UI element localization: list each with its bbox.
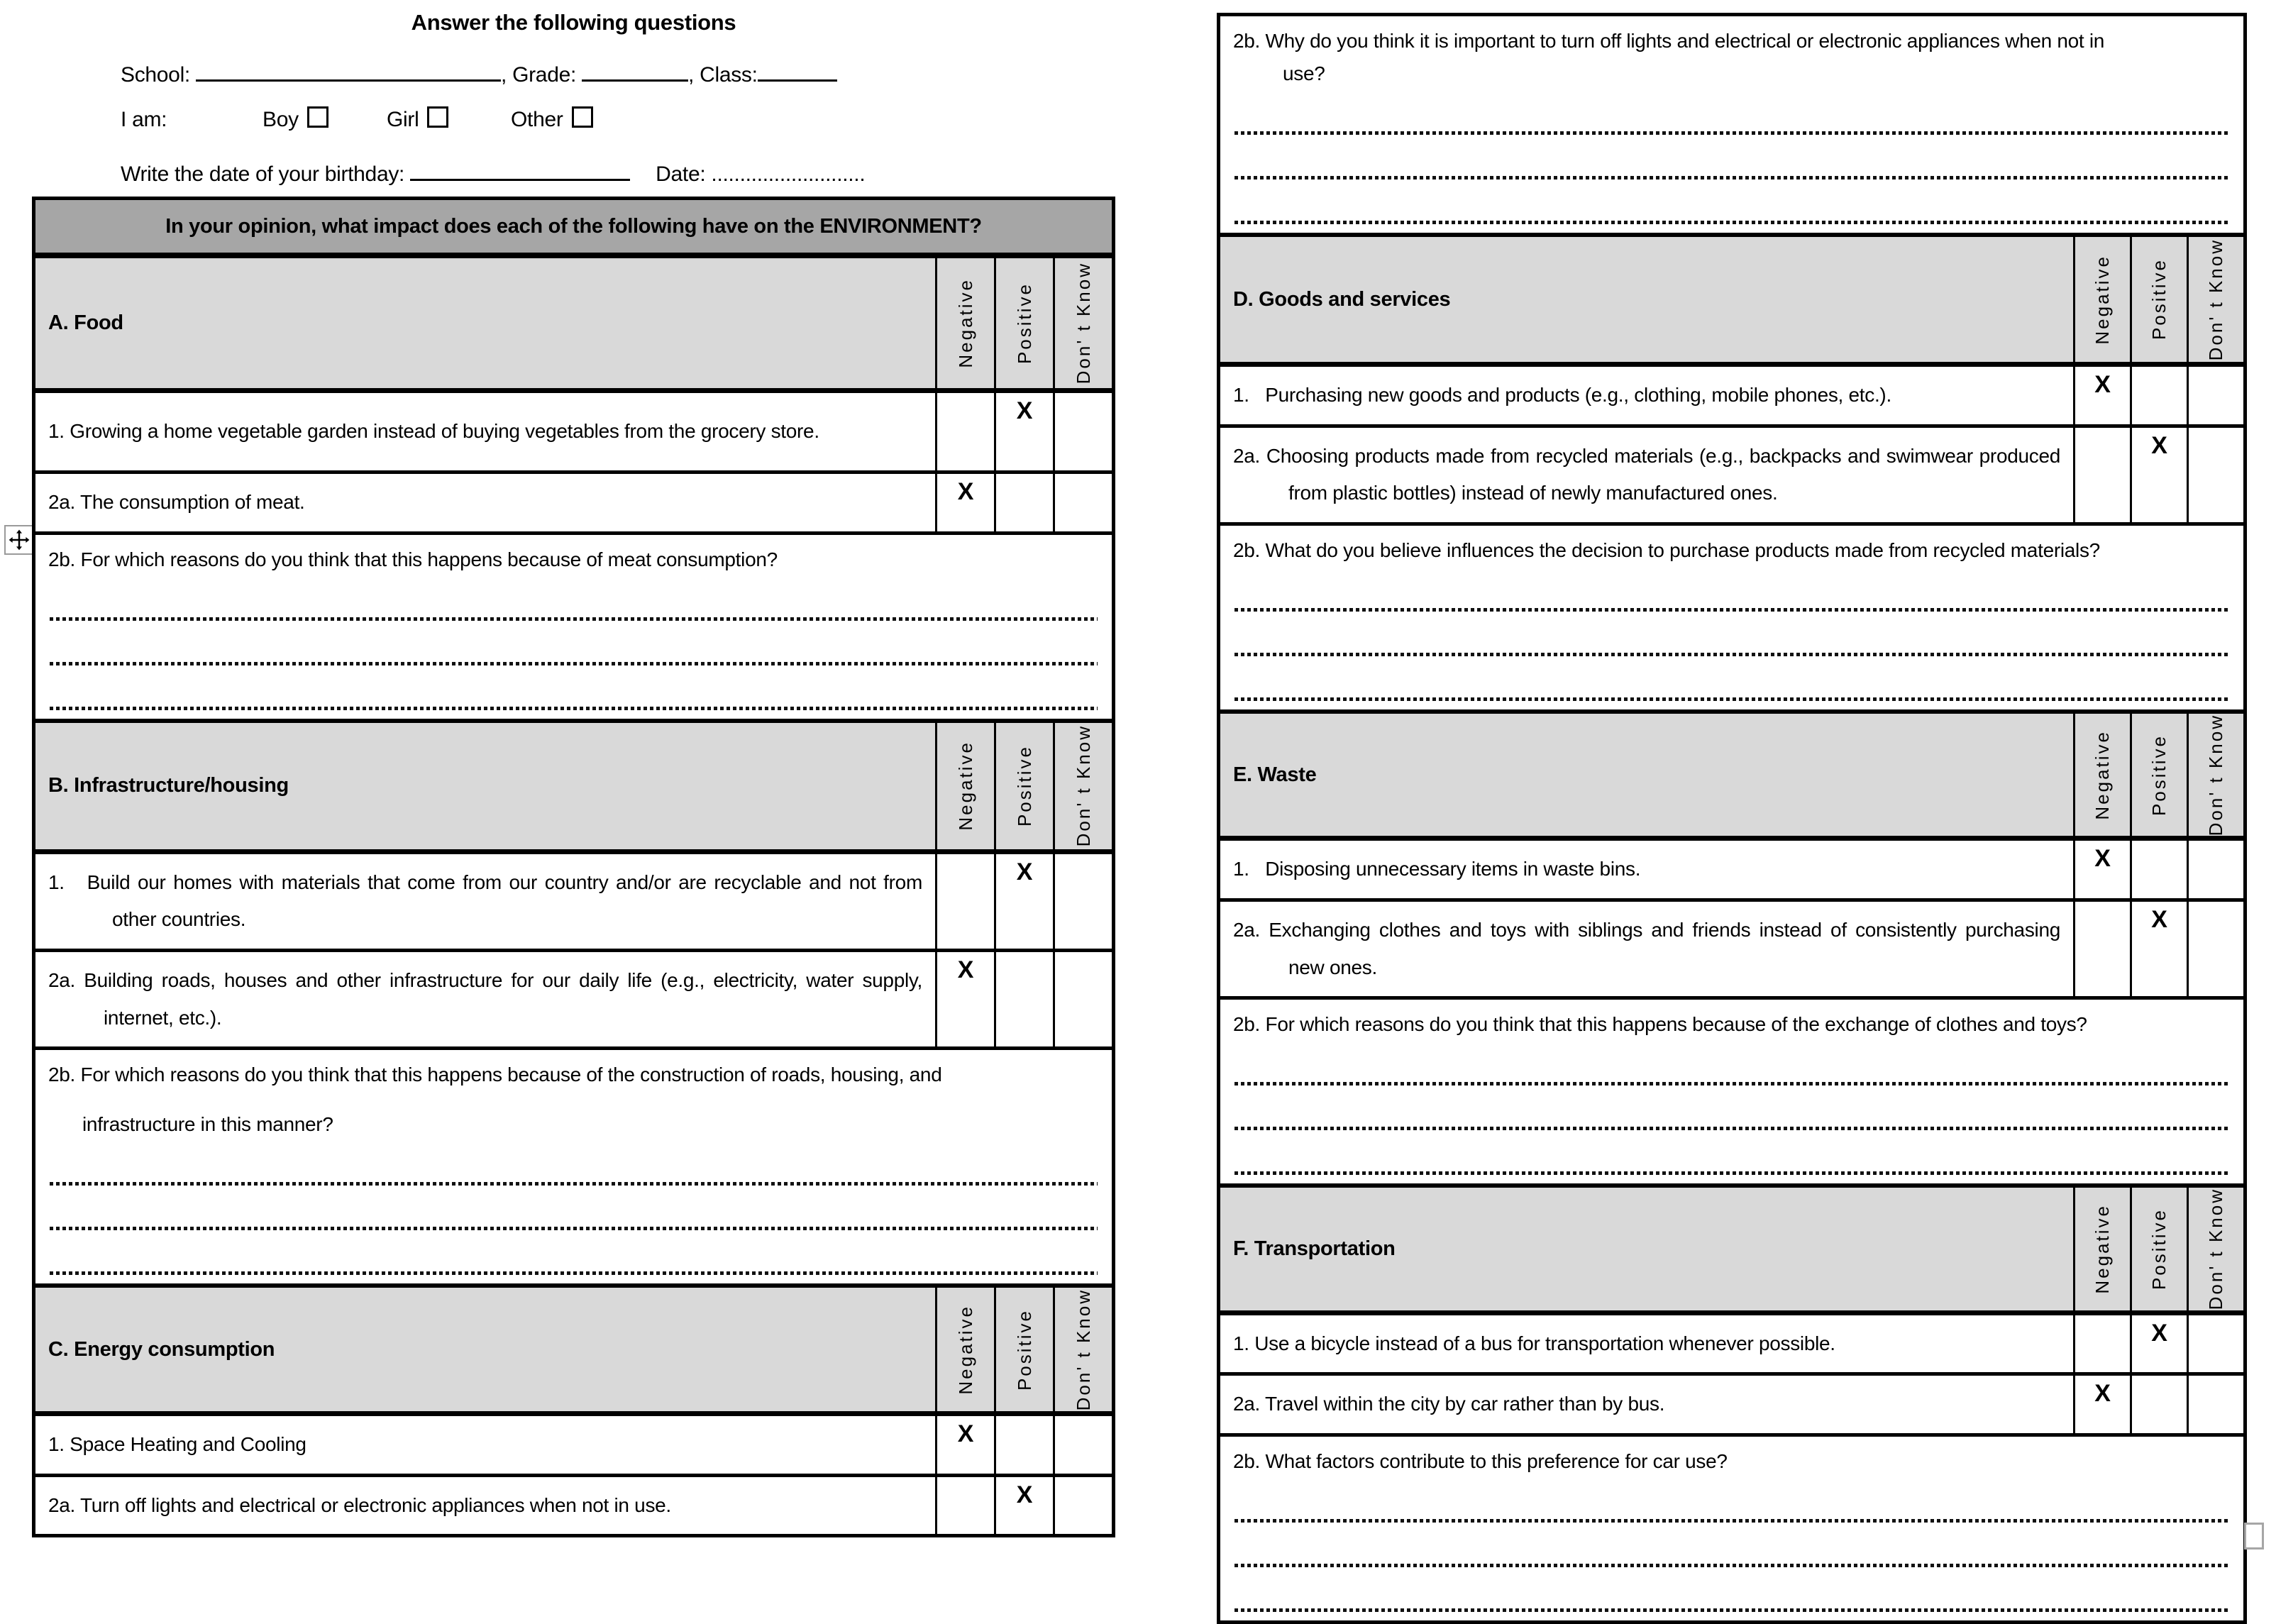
dontknow-cell[interactable] [1053,474,1112,531]
item-text: Growing a home vegetable garden instead of buying vegetables from the grocery store. [70,420,819,443]
date-dots-blank[interactable]: ........................... [711,162,866,186]
dontknow-header-cell [1053,258,1112,388]
grade-input-blank[interactable] [582,57,688,82]
dontknow-cell[interactable] [2187,841,2243,898]
table-move-handle[interactable] [4,525,34,555]
open-question: 2b. For which reasons do you think that this happens because of the construction of roads, housing, and [48,1064,942,1086]
section-header-infrastructure [35,719,1112,849]
answer-line[interactable] [50,707,1098,710]
dontknow-cell[interactable] [2187,367,2243,424]
dontknow-label: Don' t Know [1072,724,1094,847]
environment-table-right [1217,13,2247,1624]
dontknow-header-cell [2187,1188,2243,1310]
positive-header-cell [994,258,1053,388]
table-row [1220,362,2243,424]
answer-line[interactable] [1234,608,2229,612]
page-title: Answer the following questions [411,10,736,35]
boy-checkbox[interactable] [307,106,328,128]
negative-cell[interactable] [2073,428,2130,522]
x-mark: X [1016,858,1033,885]
negative-cell[interactable] [935,474,994,531]
negative-label: Negative [954,741,976,831]
negative-label: Negative [954,278,976,368]
item-text: Build our homes with materials that come from our country and/or are recyclable and not from other countries. [87,871,922,931]
open-question: 2b. For which reasons do you think that this happens because of the exchange of clothes and toys? [1233,1013,2087,1036]
negative-cell[interactable] [2073,1376,2130,1433]
x-mark: X [2151,431,2167,459]
section-header-goods [1220,233,2243,362]
dontknow-header-cell [1053,723,1112,849]
move-arrows-icon [9,529,30,551]
answer-line[interactable] [1234,221,2229,224]
school-input-blank[interactable] [196,57,501,82]
open-question-row [35,1046,1112,1283]
section-header-waste [1220,709,2243,836]
negative-header-cell [935,1288,994,1411]
item-text: The consumption of meat. [80,491,305,513]
item-text: Disposing unnecessary items in waste bins. [1265,858,1641,880]
open-question: 2b. Why do you think it is important to turn off lights and electrical or electronic appliances when not in [1233,30,2105,52]
section-title: B. Infrastructure/housing [48,774,289,797]
other-checkbox[interactable] [572,106,593,128]
section-title: F. Transportation [1233,1237,1396,1260]
negative-label: Negative [2092,1204,2113,1294]
dontknow-cell[interactable] [2187,1315,2243,1373]
item-text: Choosing products made from recycled materials (e.g., backpacks and swimwear produced from plastic bottles) instead of newly manufactured ones. [1266,444,2060,504]
answer-line[interactable] [1234,1608,2229,1612]
positive-cell[interactable] [994,854,1053,949]
negative-cell[interactable] [2073,902,2130,996]
open-question-row [35,531,1112,719]
negative-header-cell [2073,237,2130,362]
item-text: Space Heating and Cooling [70,1433,306,1456]
positive-header-cell [994,723,1053,849]
answer-line[interactable] [1234,1127,2229,1130]
positive-label: Positive [1013,282,1035,365]
positive-cell[interactable] [2130,902,2187,996]
class-input-blank[interactable] [758,57,837,82]
dontknow-cell[interactable] [2187,1376,2243,1433]
dontknow-cell[interactable] [1053,1416,1112,1474]
girl-checkbox[interactable] [427,106,448,128]
gender-option-boy: Boy [263,106,387,132]
dontknow-cell[interactable] [1053,1477,1112,1535]
item-number: 1. [1233,1332,1249,1354]
positive-label: Positive [1013,1308,1035,1391]
iam-label: I am: [121,108,167,131]
gender-option-other: Other [511,108,593,131]
table-row [1220,424,2243,522]
answer-line[interactable] [50,1227,1098,1230]
positive-cell[interactable] [2130,841,2187,898]
item-number: 2a. [1233,1393,1261,1415]
section-title: D. Goods and services [1233,287,1451,311]
dontknow-label: Don' t Know [1072,262,1094,385]
section-title: E. Waste [1233,763,1317,786]
scrollbar-fragment[interactable] [2244,1523,2264,1550]
section-title: A. Food [48,311,123,334]
left-column [32,0,1115,1537]
item-number: 1. [1233,858,1249,880]
dontknow-header-cell [1053,1288,1112,1411]
dontknow-cell[interactable] [1053,952,1112,1046]
positive-cell[interactable] [2130,1315,2187,1373]
positive-header-cell [2130,1188,2187,1310]
school-line [121,57,1115,85]
x-mark: X [2094,371,2111,398]
negative-cell[interactable] [935,1416,994,1474]
table-row [35,1474,1112,1535]
x-mark: X [957,1420,974,1448]
answer-line[interactable] [1234,1519,2229,1523]
table-row [1220,836,2243,898]
positive-cell[interactable] [2130,367,2187,424]
table-row [1220,1310,2243,1373]
item-text: Building roads, houses and other infrastructure for our daily life (e.g., electricity, water supply, internet, etc.). [84,968,922,1029]
environment-table-left [32,197,1115,1537]
negative-cell[interactable] [935,952,994,1046]
negative-header-cell [935,723,994,849]
dontknow-cell[interactable] [1053,854,1112,949]
x-mark: X [2151,905,2167,933]
item-number: 2a. [1233,918,1261,941]
table-row [35,470,1112,531]
x-mark: X [1016,397,1033,424]
right-column [1217,0,2247,1624]
answer-line[interactable] [1234,1171,2229,1175]
item-number: 1. [48,871,65,893]
negative-cell[interactable] [935,854,994,949]
negative-cell[interactable] [935,393,994,470]
gender-option-girl: Girl [387,106,511,132]
table-main-header-row [35,200,1112,253]
dontknow-cell[interactable] [1053,393,1112,470]
answer-line[interactable] [50,662,1098,665]
item-text: Purchasing new goods and products (e.g., clothing, mobile phones, etc.). [1265,384,1891,406]
class-label: , Class: [688,63,758,87]
item-text: Exchanging clothes and toys with siblings and friends instead of consistently purchasing new ones. [1269,918,2060,978]
birthday-label: Write the date of your birthday: [121,162,405,186]
positive-cell[interactable] [2130,428,2187,522]
item-number: 2a. [48,968,76,991]
answer-line[interactable] [50,1271,1098,1275]
x-mark: X [2094,845,2111,873]
table-row [35,388,1112,470]
negative-header-cell [2073,1188,2130,1310]
positive-label: Positive [2148,734,2170,816]
section-header-transportation [1220,1183,2243,1310]
answer-line[interactable] [50,1182,1098,1186]
open-question-continuation: infrastructure in this manner? [82,1113,333,1136]
item-number: 2a. [1233,444,1261,467]
birthday-line [121,156,1115,184]
section-title: C. Energy consumption [48,1337,275,1361]
answer-line[interactable] [1234,131,2229,135]
dontknow-header-cell [2187,714,2243,836]
section-header-food [35,253,1112,388]
table-row [35,1411,1112,1474]
dontknow-cell[interactable] [2187,902,2243,996]
table-row [35,949,1112,1046]
positive-header-cell [994,1288,1053,1411]
gender-line [121,106,1115,135]
negative-cell[interactable] [2073,1315,2130,1373]
table-main-header: In your opinion, what impact does each of the following have on the ENVIRONMENT? [35,200,1112,253]
positive-cell[interactable] [994,1477,1053,1535]
item-number: 1. [48,420,65,443]
positive-cell[interactable] [2130,1376,2187,1433]
positive-label: Positive [2148,1208,2170,1290]
open-question-row [1220,16,2243,233]
dontknow-header-cell [2187,237,2243,362]
open-question: 2b. For which reasons do you think that this happens because of meat consumption? [48,548,778,570]
open-question-row [1220,1433,2243,1620]
positive-label: Positive [1013,745,1035,827]
item-text: Travel within the city by car rather than by bus. [1265,1393,1665,1415]
answer-line[interactable] [1234,653,2229,656]
negative-header-cell [935,258,994,388]
dontknow-label: Don' t Know [2205,238,2226,361]
x-mark: X [957,956,974,983]
grade-label: , Grade: [501,63,576,87]
item-text: Turn off lights and electrical or electronic appliances when not in use. [80,1493,671,1516]
open-question-continuation: use? [1283,62,1325,84]
section-header-energy [35,1283,1112,1411]
birthday-input-blank[interactable] [410,156,630,181]
answer-line[interactable] [1234,1082,2229,1086]
date-label: Date: [656,162,706,186]
dontknow-label: Don' t Know [2205,1188,2226,1310]
negative-header-cell [2073,714,2130,836]
item-number: 2a. [48,491,76,513]
x-mark: X [1016,1481,1033,1508]
positive-cell[interactable] [994,1416,1053,1474]
answer-line[interactable] [1234,697,2229,701]
item-number: 2a. [48,1493,76,1516]
positive-header-cell [2130,714,2187,836]
negative-label: Negative [954,1304,976,1395]
negative-cell[interactable] [2073,841,2130,898]
item-text: Use a bicycle instead of a bus for transportation whenever possible. [1254,1332,1835,1354]
positive-label: Positive [2148,258,2170,341]
positive-cell[interactable] [994,474,1053,531]
open-question-row [1220,996,2243,1183]
positive-cell[interactable] [994,952,1053,1046]
negative-cell[interactable] [2073,367,2130,424]
table-row [35,849,1112,949]
dontknow-cell[interactable] [2187,428,2243,522]
table-row [1220,1372,2243,1433]
dontknow-label: Don' t Know [2205,713,2226,836]
x-mark: X [2094,1380,2111,1408]
positive-cell[interactable] [994,393,1053,470]
item-number: 1. [1233,384,1249,406]
negative-label: Negative [2092,254,2113,345]
open-question-row [1220,522,2243,709]
item-number: 1. [48,1433,65,1456]
negative-label: Negative [2092,729,2113,820]
open-question: 2b. What factors contribute to this preference for car use? [1233,1449,1728,1472]
open-question: 2b. What do you believe influences the decision to purchase products made from recycled materials? [1233,538,2100,561]
positive-header-cell [2130,237,2187,362]
answer-line[interactable] [50,617,1098,621]
dontknow-label: Don' t Know [1072,1288,1094,1411]
x-mark: X [2151,1319,2167,1347]
answer-line[interactable] [1234,176,2229,179]
negative-cell[interactable] [935,1477,994,1535]
answer-line[interactable] [1234,1564,2229,1567]
school-label: School: [121,63,190,87]
x-mark: X [957,478,974,505]
table-row [1220,898,2243,996]
